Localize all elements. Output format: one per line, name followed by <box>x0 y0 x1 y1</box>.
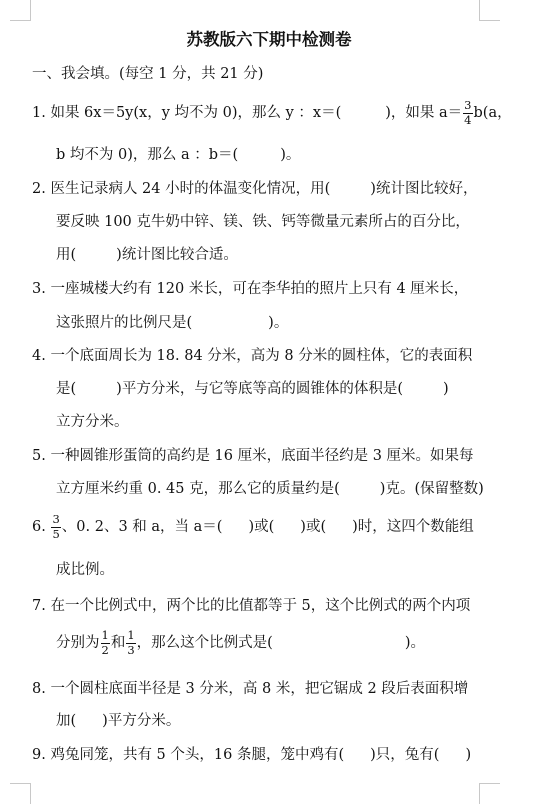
question-2-line-1 <box>32 177 477 198</box>
question-5-line-1: 5. 一种圆锥形蛋筒的高约是 16 厘米，底面半径约是 3 厘米。如果每 <box>32 448 474 464</box>
q1-text-line2b: )。 <box>280 147 301 163</box>
q2-text-c: 用( <box>56 247 77 263</box>
q6-text-c: )或( <box>300 519 327 535</box>
question-8-line-1: 8. 一个圆柱底面半径是 3 分米，高 8 米，把它锯成 2 段后表面积增 <box>32 681 469 697</box>
question-2-line-3 <box>56 243 238 264</box>
question-1-line-2 <box>56 143 300 164</box>
q9-text-b: )只，兔有( <box>370 747 440 763</box>
q8-text-a: 加( <box>56 713 77 729</box>
question-4-line-1: 4. 一个底面周长为 18. 84 分米，高为 8 分米的圆柱体，它的表面积 <box>32 348 473 364</box>
question-7-line-1: 7. 在一个比例式中，两个比的比值都等于 5，这个比例式的两个内项 <box>32 598 471 614</box>
question-8-line-2 <box>56 709 180 730</box>
question-4-line-3: 立方分米。 <box>56 414 129 430</box>
q1-text-a: 1. 如果 6x＝5y(x，y 均不为 0)，那么 y ：x＝( <box>32 105 342 121</box>
q8-text-b: )平方分米。 <box>102 713 181 729</box>
q7-text-a: 分别为 <box>56 635 100 651</box>
q9-text-a: 9. 鸡兔同笼，共有 5 个头，16 条腿，笼中鸡有( <box>32 747 345 763</box>
q1-text-line2a: b 均不为 0)，那么 a ：b＝( <box>56 147 239 163</box>
q7-text-b: 和 <box>110 635 126 651</box>
q7-text-c: ，那么这个比例式是( <box>136 635 273 651</box>
q6-text-b: )或( <box>248 519 275 535</box>
q5-text-b: )克。(保留整数) <box>379 481 484 497</box>
q2-text-b: )统计图比较好， <box>370 181 478 197</box>
q3-text-a: 这张照片的比例尺是( <box>56 315 193 331</box>
q6-text-a: 、0. 2、3 和 a，当 a＝( <box>61 519 223 535</box>
question-3-line-2 <box>56 311 288 332</box>
question-6-line-2: 成比例。 <box>56 562 114 578</box>
q9-text-c: ) <box>465 747 472 763</box>
q4-text-b: )平方分米，与它等底等高的圆锥体的体积是( <box>116 381 403 397</box>
q4-text-c: ) <box>442 381 449 397</box>
section-heading: 一、我会填。(每空 1 分，共 21 分) <box>32 66 264 82</box>
q6-number: 6. <box>32 519 46 535</box>
corner-mark-top-right <box>479 0 500 21</box>
question-3-line-1: 3. 一座城楼大约有 120 米长，可在李华拍的照片上只有 4 厘米长， <box>32 281 469 297</box>
question-7-line-2 <box>56 630 425 656</box>
question-2-line-2: 要反映 100 克牛奶中锌、镁、铁、钙等微量元素所占的百分比， <box>56 214 470 230</box>
page-title: 苏教版六下期中检测卷 <box>186 30 352 49</box>
q7-text-d: )。 <box>404 635 425 651</box>
question-5-line-2 <box>56 477 484 498</box>
corner-mark-top-left <box>10 0 31 21</box>
q2-text-a: 2. 医生记录病人 24 小时的体温变化情况，用( <box>32 181 331 197</box>
q6-fraction: $\frac{3}{5}$ <box>52 512 60 541</box>
q7-fraction-1: $\frac{1}{2}$ <box>101 628 109 657</box>
q2-text-d: )统计图比较合适。 <box>116 247 238 263</box>
q1-fraction: $\frac{3}{4}$ <box>464 98 472 127</box>
question-4-line-2 <box>56 377 449 398</box>
q4-text-a: 是( <box>56 381 77 397</box>
q6-text-d: )时，这四个数能组 <box>352 519 474 535</box>
q7-fraction-2: $\frac{1}{3}$ <box>127 628 135 657</box>
corner-mark-bottom-left <box>10 783 31 804</box>
question-1-line-1 <box>32 100 512 126</box>
q1-text-c: b(a， <box>473 105 512 121</box>
question-9-line-1 <box>32 743 471 764</box>
q1-text-b: )，如果 a＝ <box>385 105 463 121</box>
question-6-line-1 <box>32 514 474 540</box>
q5-text-a: 立方厘米约重 0. 45 克，那么它的质量约是( <box>56 481 340 497</box>
corner-mark-bottom-right <box>479 783 500 804</box>
q3-text-b: )。 <box>268 315 289 331</box>
